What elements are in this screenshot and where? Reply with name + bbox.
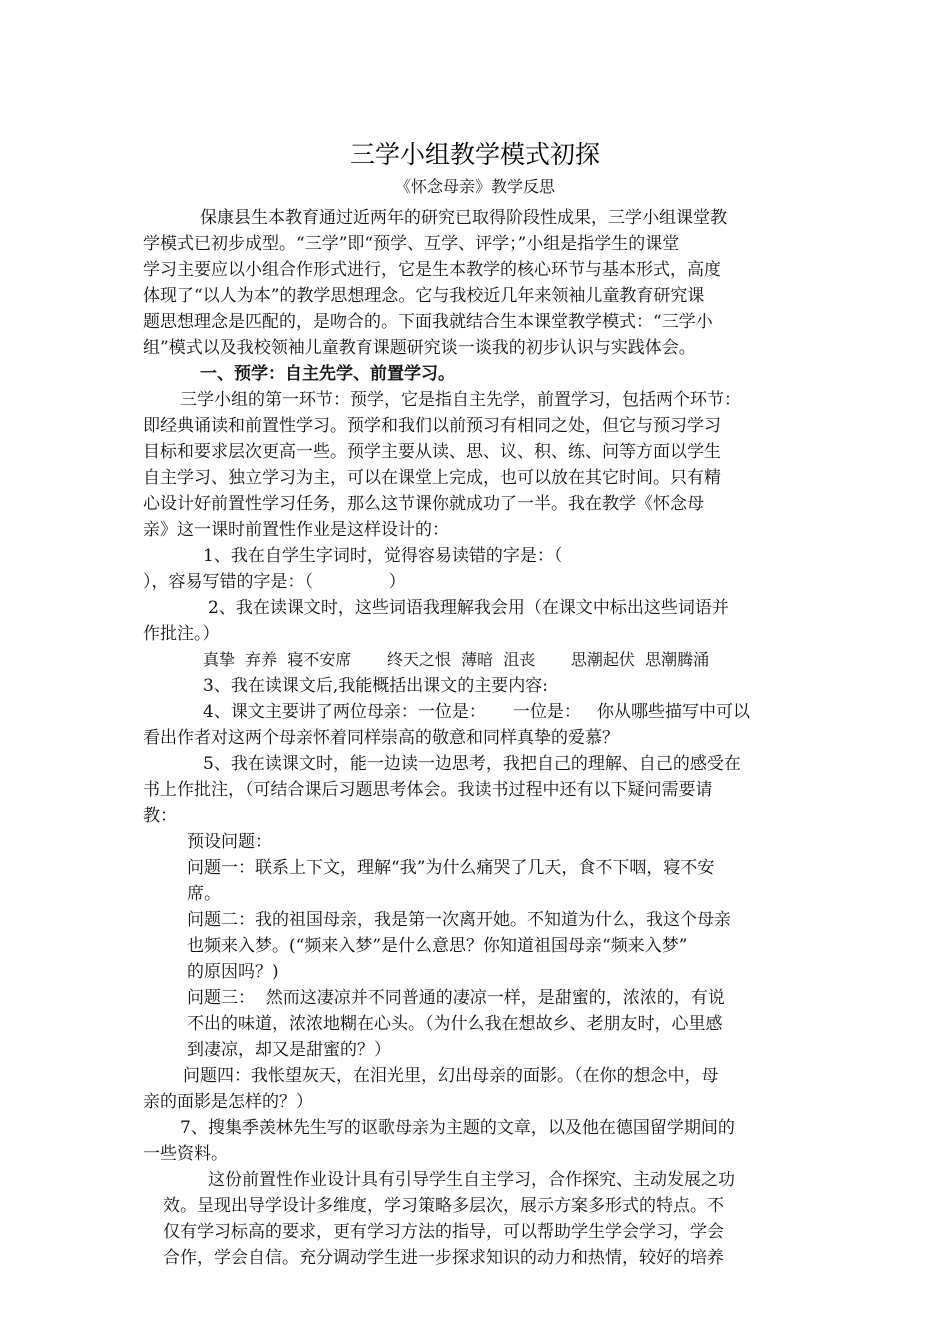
paragraph-line: ），容易写错的字是：（ ） — [143, 572, 406, 592]
paragraph-line: 这份前置性作业设计具有引导学生自主学习，合作探究、主动发展之功 — [208, 1170, 735, 1190]
paragraph-line: 问题四：我怅望灰天，在泪光里，幻出母亲的面影。（在你的想念中，母 — [183, 1066, 719, 1086]
paragraph-line: 心设计好前置性学习任务，那么这节课你就成功了一半。我在教学《怀念母 — [143, 494, 704, 514]
paragraph-line: 三学小组的第一环节：预学，它是指自主先学，前置学习，包括两个环节： — [180, 390, 741, 410]
paragraph-line: 自主学习、独立学习为主，可以在课堂上完成，也可以放在其它时间。只有精 — [143, 468, 721, 488]
paragraph-line: 一些资料。 — [143, 1144, 228, 1164]
paragraph-line: 体现了“以人为本”的教学思想理念。它与我校近几年来领袖儿童教育研究课 — [143, 286, 705, 306]
paragraph-line: 不出的味道，浓浓地糊在心头。（为什么我在想故乡、老朋友时，心里感 — [187, 1014, 723, 1034]
paragraph-line: 合作，学会自信。充分调动学生进一步探求知识的动力和热情，较好的培养 — [163, 1248, 724, 1268]
paragraph-line: 教： — [143, 806, 177, 826]
page-title: 三学小组教学模式初探 — [349, 140, 600, 169]
paragraph-line: 效。呈现出导学设计多维度，学习策略多层次，展示方案多形式的特点。不 — [163, 1196, 724, 1216]
paragraph-line: 看出作者对这两个母亲怀着同样崇高的敬意和同样真挚的爱慕？ — [143, 728, 619, 748]
paragraph-line: 也频来入梦。(“频来入梦”是什么意思？你知道祖国母亲“频来入梦” — [187, 936, 688, 956]
paragraph-line: 题思想理念是匹配的，是吻合的。下面我就结合生本课堂教学模式：“三学小 — [143, 312, 713, 332]
paragraph-line: 作批注。） — [143, 624, 220, 644]
paragraph-line: 预设问题： — [187, 832, 272, 852]
vocabulary-line: 真挚 弃养 寝不安席 终天之恨 薄暗 沮丧 思潮起伏 思潮腾涌 — [203, 650, 710, 669]
paragraph-line: 问题一：联系上下文，理解“我”为什么痛哭了几天，食不下咽，寝不安 — [187, 858, 715, 878]
paragraph-line: 组”模式以及我校领袖儿童教育课题研究谈一谈我的初步认识与实践体会。 — [143, 338, 696, 358]
page-subtitle: 《怀念母亲》教学反思 — [394, 177, 555, 196]
paragraph-line: 亲》这一课时前置性作业是这样设计的： — [143, 520, 449, 540]
paragraph-line: 席。 — [187, 884, 221, 904]
paragraph-line: 书上作批注，（可结合课后习题思考体会。我读书过程中还有以下疑问需要请 — [143, 780, 713, 800]
paragraph-line: 即经典诵读和前置性学习。预学和我们以前预习有相同之处，但它与预习学习 — [143, 416, 721, 436]
paragraph-line: 1、我在自学生字词时，觉得容易读错的字是：（ — [203, 546, 563, 566]
paragraph-line: 目标和要求层次更高一些。预学主要从读、思、议、积、练、问等方面以学生 — [143, 442, 721, 462]
paragraph-line: 的原因吗？) — [187, 962, 279, 982]
paragraph-line: 保康县生本教育通过近两年的研究已取得阶段性成果，三学小组课堂教 — [200, 208, 727, 228]
paragraph-line: 学模式已初步成型。“三学”即“预学、互学、评学；”小组是指学生的课堂 — [143, 234, 680, 254]
paragraph-line: 学习主要应以小组合作形式进行，它是生本教学的核心环节与基本形式，高度 — [143, 260, 721, 280]
paragraph-line: 2、我在读课文时，这些词语我理解我会用（在课文中标出这些词语并 — [208, 598, 729, 618]
paragraph-line: 到凄凉，却又是甜蜜的？） — [187, 1040, 391, 1060]
paragraph-line: 7、搜集季羡林先生写的讴歌母亲为主题的文章，以及他在德国留学期间的 — [180, 1118, 735, 1138]
paragraph-line: 亲的面影是怎样的？） — [143, 1092, 313, 1112]
paragraph-line: 4、课文主要讲了两位母亲：一位是： 一位是： 你从哪些描写中可以 — [203, 702, 751, 722]
paragraph-line: 问题二：我的祖国母亲，我是第一次离开她。不知道为什么，我这个母亲 — [187, 910, 731, 930]
paragraph-line: 仅有学习标高的要求，更有学习方法的指导，可以帮助学生学会学习，学会 — [163, 1222, 724, 1242]
paragraph-line: 问题三： 然而这凄凉并不同普通的凄凉一样，是甜蜜的，浓浓的，有说 — [187, 988, 725, 1008]
paragraph-line: 3、我在读课文后,我能概括出课文的主要内容: — [203, 676, 548, 696]
paragraph-line: 5、我在读课文时，能一边读一边思考，我把自己的理解、自己的感受在 — [203, 754, 741, 774]
section-heading: 一、预学：自主先学、前置学习。 — [200, 364, 455, 384]
